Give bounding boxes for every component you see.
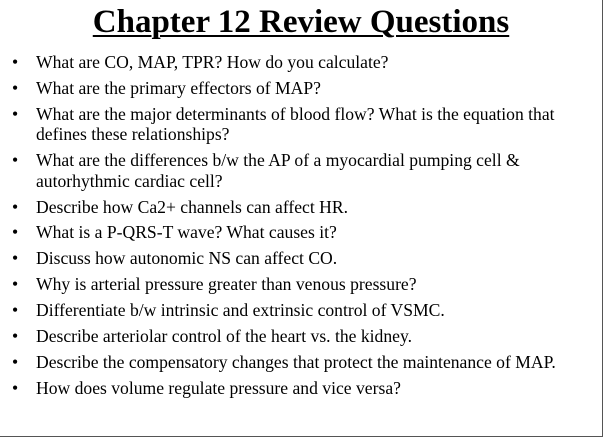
question-text: What are the primary effectors of MAP? (36, 77, 321, 98)
question-text: What are the differences b/w the AP of a myocardial pumping cell & autorhythmic cardiac cell? (36, 150, 520, 191)
question-text: Describe how Ca2+ channels can affect HR. (36, 196, 348, 217)
page-title (0, 2, 602, 42)
list-item (0, 222, 600, 243)
list-item (0, 326, 600, 347)
bullet-icon: • (12, 77, 19, 98)
list-item (0, 378, 600, 399)
list-item (0, 52, 600, 73)
question-text: Why is arterial pressure greater than venous pressure? (36, 274, 417, 295)
bullet-icon: • (12, 351, 19, 372)
question-text: What are the major determinants of blood flow? What is the equation that defines these relationships? (36, 103, 555, 145)
question-text: How does volume regulate pressure and vice versa? (36, 377, 401, 398)
list-item (0, 274, 600, 295)
list-item (0, 78, 600, 99)
bullet-icon: • (12, 52, 19, 72)
bullet-icon: • (12, 326, 19, 347)
question-text: Differentiate b/w intrinsic and extrinsic control of VSMC. (36, 300, 445, 321)
question-text: Describe the compensatory changes that protect the maintenance of MAP. (36, 351, 556, 372)
question-text: What are CO, MAP, TPR? How do you calculate? (36, 52, 389, 72)
question-text: Describe arteriolar control of the heart vs. the kidney. (36, 326, 412, 347)
bullet-icon: • (12, 196, 19, 217)
list-item (0, 197, 600, 218)
bullet-icon: • (12, 150, 19, 171)
question-list (0, 52, 600, 404)
bullet-icon: • (12, 103, 19, 124)
page-title-text: Chapter 12 Review Questions (92, 4, 510, 40)
question-text: Discuss how autonomic NS can affect CO. (36, 248, 338, 269)
list-item (0, 300, 600, 321)
bullet-icon: • (12, 222, 19, 243)
bullet-icon: • (12, 300, 19, 321)
list-item (0, 248, 600, 269)
bullet-icon: • (12, 377, 19, 398)
bullet-icon: • (12, 248, 19, 269)
list-item (0, 352, 600, 373)
bullet-icon: • (12, 274, 19, 295)
list-item (0, 150, 600, 191)
list-item (0, 104, 600, 145)
question-text: What is a P-QRS-T wave? What causes it? (36, 222, 337, 243)
